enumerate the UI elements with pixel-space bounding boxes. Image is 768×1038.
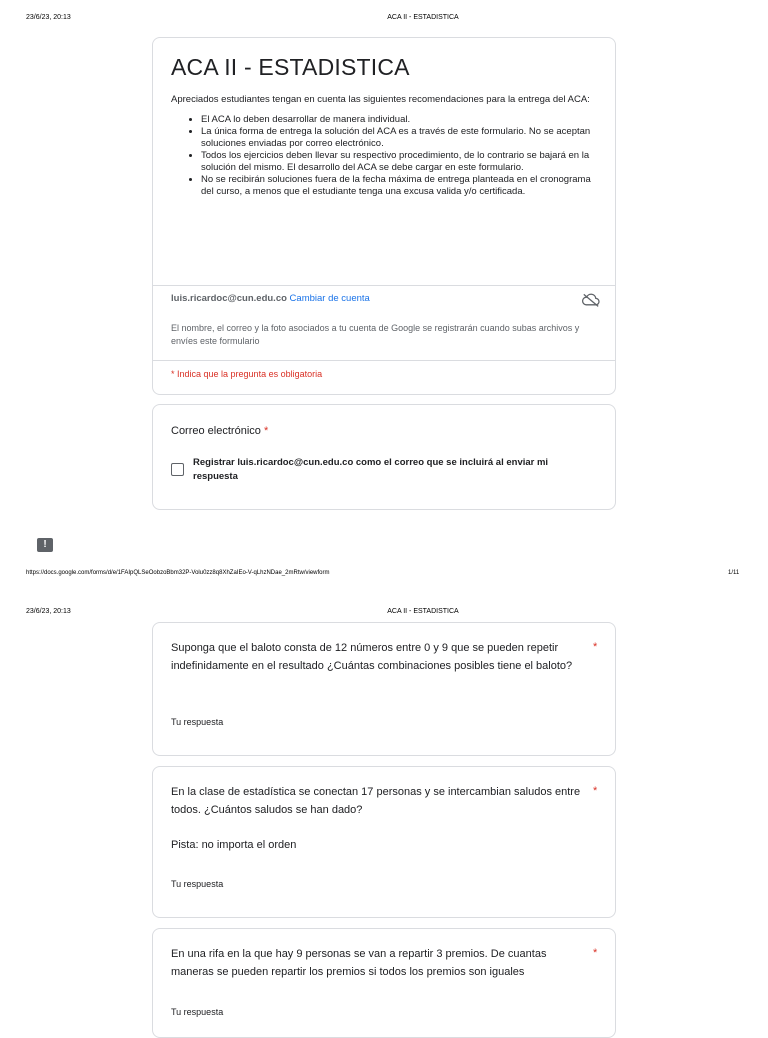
print-title: ACA II - ESTADISTICA	[387, 608, 459, 615]
question-text: Correo electrónico	[171, 425, 261, 437]
answer-input[interactable]: Tu respuesta	[171, 1007, 224, 1017]
checkbox-label[interactable]: Registrar luis.ricardoc@cun.edu.co como el correo que se incluirá al enviar mi respuesta	[193, 457, 549, 482]
required-star: *	[593, 641, 598, 653]
form-description	[171, 94, 601, 198]
page-number: 1/11	[728, 570, 740, 576]
print-url: https://docs.google.com/forms/d/e/1FAIpQLSeOobzoBbm32P-Volu0zz8q8XhZaIEo-V-qLhzNDae_2mRtw/viewform	[26, 570, 330, 576]
question-card	[152, 766, 616, 918]
account-row	[171, 293, 370, 304]
answer-input[interactable]: Tu respuesta	[171, 879, 224, 889]
question-hint: Pista: no importa el orden	[171, 839, 297, 851]
list-item: • El ACA lo deben desarrollar de manera individual.	[201, 114, 601, 126]
answer-input[interactable]: Tu respuesta	[171, 717, 224, 727]
list-item: • No se recibirán soluciones fuera de la fecha máxima de entrega planteada en el cronograma del curso, a menos que el estudiante tenga una excusa valida y/o certificada.	[201, 174, 601, 198]
email-question-card	[152, 404, 616, 510]
list-item: • Todos los ejercicios deben llevar su respectivo procedimiento, de lo contrario se bajará en la solución del mismo. El desarrollo del ACA se debe cargar en este formulario.	[201, 150, 601, 174]
question-card	[152, 622, 616, 756]
question-label	[171, 422, 268, 440]
question-text: Suponga que el baloto consta de 12 números entre 0 y 9 que se pueden repetir indefinidamente en el resultado ¿Cuántas combinaciones posibles tiene el baloto?	[171, 642, 573, 672]
account-notice: El nombre, el correo y la foto asociados a tu cuenta de Google se registrarán cuando subas archivos y envíes este formulario	[171, 323, 580, 346]
list-item: • La única forma de entrega la solución del ACA es a través de este formulario. No se aceptan soluciones enviadas por correo electrónico.	[201, 126, 601, 150]
divider	[153, 360, 615, 361]
question-text: En una rifa en la que hay 9 personas se van a repartir 3 premios. De cuantas maneras se pueden repartir los premios si todos los premios son iguales	[171, 948, 547, 978]
intro-text: Apreciados estudiantes tengan en cuenta las siguientes recomendaciones para la entrega del ACA:	[171, 94, 590, 105]
required-star: *	[593, 947, 598, 959]
required-star: *	[263, 425, 269, 437]
switch-account-link[interactable]: Cambiar de cuenta	[289, 293, 370, 304]
form-title-card	[152, 37, 616, 395]
divider	[153, 285, 615, 286]
question-text: En la clase de estadística se conectan 17 personas y se intercambian saludos entre todos. ¿Cuántos saludos se han dado?	[171, 786, 581, 816]
record-email-checkbox[interactable]	[171, 463, 184, 476]
question-card	[152, 928, 616, 1038]
account-email: luis.ricardoc@cun.edu.co	[171, 293, 287, 304]
required-note: * Indica que la pregunta es obligatoria	[171, 369, 323, 379]
print-date: 23/6/23, 20:13	[26, 14, 71, 21]
print-date: 23/6/23, 20:13	[26, 608, 71, 615]
feedback-glyph: !	[43, 539, 47, 550]
required-star: *	[593, 785, 598, 797]
print-title: ACA II - ESTADISTICA	[387, 14, 459, 21]
form-title: ACA II - ESTADISTICA	[171, 54, 410, 80]
cloud-off-icon	[581, 292, 601, 308]
feedback-icon[interactable]	[37, 538, 53, 552]
recommendations-list	[171, 114, 601, 198]
